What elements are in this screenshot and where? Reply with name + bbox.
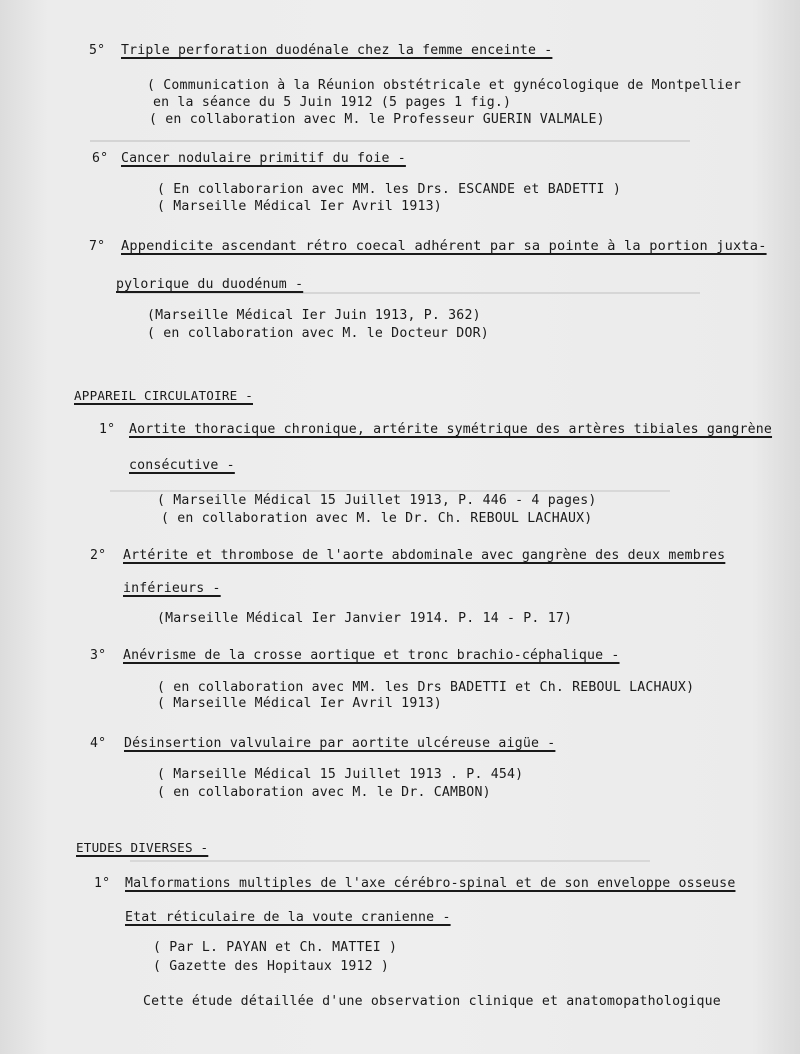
item-title: Aortite thoracique chronique, artérite symétrique des artères tibiales gangrène [129, 422, 773, 437]
item-detail: ( Marseille Médical 15 Juillet 1913, P. 446 - 4 pages) [157, 493, 597, 508]
item-number: 5° [89, 43, 106, 58]
section-heading: APPAREIL CIRCULATOIRE - [74, 388, 253, 403]
item-title: Anévrisme de la crosse aortique et tronc brachio-céphalique - [123, 648, 620, 663]
item-number: 1° [99, 422, 116, 437]
item-detail: ( en collaboration avec M. le Dr. Ch. REBOUL LACHAUX) [161, 511, 593, 526]
item-detail: (Marseille Médical Ier Janvier 1914. P. 14 - P. 17) [157, 611, 573, 626]
item-number: 4° [90, 736, 107, 751]
item-title: Triple perforation duodénale chez la femme enceinte - [121, 43, 553, 58]
item-detail: en la séance du 5 Juin 1912 (5 pages 1 fig.) [153, 95, 512, 110]
bleed-through-mark [110, 490, 670, 492]
item-title-continued: consécutive - [129, 458, 235, 473]
item-detail: ( en collaboration avec M. le Professeur GUERIN VALMALE) [149, 112, 605, 127]
item-title-continued: pylorique du duodénum - [116, 277, 304, 292]
item-detail: ( en collaboration avec MM. les Drs BADETTI et Ch. REBOUL LACHAUX) [157, 680, 695, 695]
item-number: 2° [90, 548, 107, 563]
item-detail: ( Marseille Médical Ier Avril 1913) [157, 696, 442, 711]
item-number: 6° [92, 151, 109, 166]
item-title: Malformations multiples de l'axe cérébro-spinal et de son enveloppe osseuse [125, 876, 736, 891]
item-title-continued: Etat réticulaire de la voute cranienne - [125, 910, 451, 925]
item-title-continued: inférieurs - [123, 581, 221, 596]
item-detail: ( Communication à la Réunion obstétricale et gynécologique de Montpellier [147, 78, 742, 93]
body-paragraph: Cette étude détaillée d'une observation clinique et anatomopathologique [143, 994, 721, 1009]
item-detail: (Marseille Médical Ier Juin 1913, P. 362) [147, 308, 481, 323]
item-title: Cancer nodulaire primitif du foie - [121, 151, 406, 166]
item-title: Désinsertion valvulaire par aortite ulcéreuse aigüe - [124, 736, 556, 751]
item-detail: ( en collaboration avec M. le Docteur DOR) [147, 326, 489, 341]
item-title: Artérite et thrombose de l'aorte abdominale avec gangrène des deux membres [123, 548, 726, 563]
item-detail: ( Par L. PAYAN et Ch. MATTEI ) [153, 940, 398, 955]
item-detail: ( Marseille Médical 15 Juillet 1913 . P. 454) [157, 767, 524, 782]
item-title: Appendicite ascendant rétro coecal adhérent par sa pointe à la portion juxta- [121, 238, 767, 254]
section-heading: ETUDES DIVERSES - [76, 840, 209, 855]
bleed-through-mark [120, 292, 700, 294]
bleed-through-mark [130, 860, 650, 862]
item-detail: ( En collaborarion avec MM. les Drs. ESCANDE et BADETTI ) [157, 182, 621, 197]
item-detail: ( en collaboration avec M. le Dr. CAMBON) [157, 785, 491, 800]
item-number: 7° [89, 239, 106, 254]
item-number: 3° [90, 648, 107, 663]
bleed-through-mark [90, 140, 690, 142]
item-number: 1° [94, 876, 111, 891]
item-detail: ( Marseille Médical Ier Avril 1913) [157, 199, 442, 214]
item-detail: ( Gazette des Hopitaux 1912 ) [153, 959, 390, 974]
